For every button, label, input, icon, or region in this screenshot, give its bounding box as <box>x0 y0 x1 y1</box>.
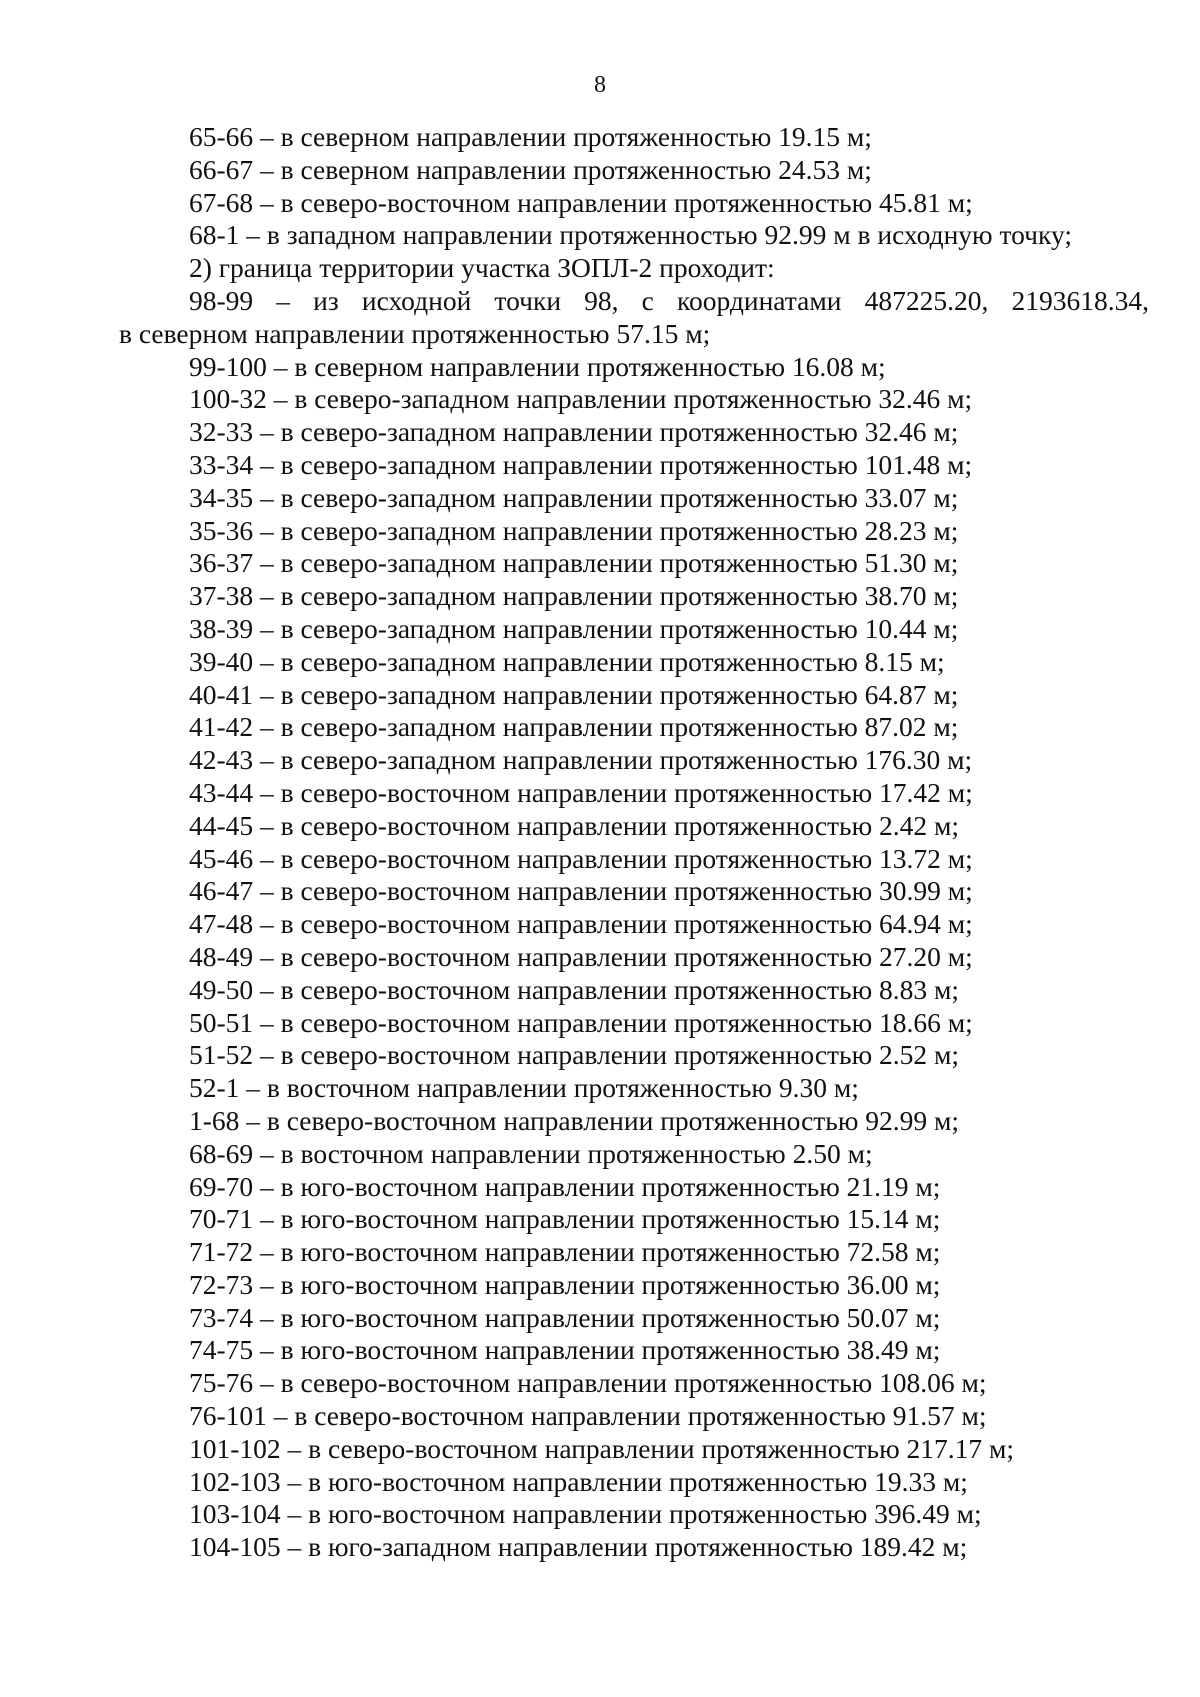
boundary-segment-line: 37-38 – в северо-западном направлении протяженностью 38.70 м; <box>189 580 959 612</box>
boundary-segment-line: 41-42 – в северо-западном направлении протяженностью 87.02 м; <box>189 711 959 743</box>
boundary-segment-line: 2) граница территории участка ЗОПЛ-2 проходит: <box>189 252 775 284</box>
boundary-segment-line: 98-99 – из исходной точки 98, с координатами 487225.20, 2193618.34, <box>189 284 1149 316</box>
boundary-segment-line: 99-100 – в северном направлении протяженностью 16.08 м; <box>189 350 886 382</box>
boundary-segment-line: 71-72 – в юго-восточном направлении протяженностью 72.58 м; <box>189 1236 941 1268</box>
boundary-segment-line: 36-37 – в северо-западном направлении протяженностью 51.30 м; <box>189 547 959 579</box>
boundary-segment-line: 46-47 – в северо-восточном направлении протяженностью 30.99 м; <box>189 875 973 907</box>
boundary-segment-line: 67-68 – в северо-восточном направлении протяженностью 45.81 м; <box>189 186 973 218</box>
page-number: 8 <box>594 72 606 98</box>
boundary-segment-line: 50-51 – в северо-восточном направлении протяженностью 18.66 м; <box>189 1006 973 1038</box>
boundary-segment-line: 70-71 – в юго-восточном направлении протяженностью 15.14 м; <box>189 1203 941 1235</box>
boundary-segment-line: 68-1 – в западном направлении протяженностью 92.99 м в исходную точку; <box>189 219 1072 251</box>
boundary-segment-line: 101-102 – в северо-восточном направлении протяженностью 217.17 м; <box>189 1432 1015 1464</box>
boundary-segment-line: 102-103 – в юго-восточном направлении протяженностью 19.33 м; <box>189 1465 968 1497</box>
boundary-segment-line: 43-44 – в северо-восточном направлении протяженностью 17.42 м; <box>189 776 973 808</box>
boundary-segment-line: 1-68 – в северо-восточном направлении протяженностью 92.99 м; <box>189 1104 960 1136</box>
boundary-segment-line: 39-40 – в северо-западном направлении протяженностью 8.15 м; <box>189 645 945 677</box>
boundary-segment-line: 69-70 – в юго-восточном направлении протяженностью 21.19 м; <box>189 1170 941 1202</box>
boundary-segment-line: 66-67 – в северном направлении протяженностью 24.53 м; <box>189 153 872 185</box>
boundary-segment-line: 104-105 – в юго-западном направлении протяженностью 189.42 м; <box>189 1531 968 1563</box>
boundary-segment-line: 34-35 – в северо-западном направлении протяженностью 33.07 м; <box>189 481 959 513</box>
boundary-segment-line: 76-101 – в северо-восточном направлении протяженностью 91.57 м; <box>189 1400 987 1432</box>
boundary-segment-line: 52-1 – в восточном направлении протяженностью 9.30 м; <box>189 1072 859 1104</box>
boundary-segment-line: 48-49 – в северо-восточном направлении протяженностью 27.20 м; <box>189 940 973 972</box>
boundary-description <box>119 121 1149 1564</box>
boundary-segment-line: 47-48 – в северо-восточном направлении протяженностью 64.94 м; <box>189 908 973 940</box>
boundary-segment-line: 100-32 – в северо-западном направлении протяженностью 32.46 м; <box>189 383 973 415</box>
boundary-segment-line: 44-45 – в северо-восточном направлении протяженностью 2.42 м; <box>189 809 960 841</box>
boundary-segment-line: в северном направлении протяженностью 57.15 м; <box>119 317 711 349</box>
boundary-segment-line: 65-66 – в северном направлении протяженностью 19.15 м; <box>189 121 872 152</box>
boundary-segment-line: 33-34 – в северо-западном направлении протяженностью 101.48 м; <box>189 448 973 480</box>
boundary-segment-line: 75-76 – в северо-восточном направлении протяженностью 108.06 м; <box>189 1367 987 1399</box>
boundary-segment-line: 35-36 – в северо-западном направлении протяженностью 28.23 м; <box>189 514 959 546</box>
boundary-segment-line: 51-52 – в северо-восточном направлении протяженностью 2.52 м; <box>189 1039 960 1071</box>
boundary-segment-line: 40-41 – в северо-западном направлении протяженностью 64.87 м; <box>189 678 959 710</box>
boundary-segment-line: 68-69 – в восточном направлении протяженностью 2.50 м; <box>189 1137 873 1169</box>
boundary-segment-line: 32-33 – в северо-западном направлении протяженностью 32.46 м; <box>189 416 959 448</box>
boundary-segment-line: 73-74 – в юго-восточном направлении протяженностью 50.07 м; <box>189 1301 941 1333</box>
boundary-segment-line: 72-73 – в юго-восточном направлении протяженностью 36.00 м; <box>189 1268 941 1300</box>
boundary-segment-line: 74-75 – в юго-восточном направлении протяженностью 38.49 м; <box>189 1334 941 1366</box>
boundary-segment-line: 38-39 – в северо-западном направлении протяженностью 10.44 м; <box>189 612 959 644</box>
boundary-segment-line: 45-46 – в северо-восточном направлении протяженностью 13.72 м; <box>189 842 973 874</box>
boundary-segment-line: 49-50 – в северо-восточном направлении протяженностью 8.83 м; <box>189 973 960 1005</box>
boundary-segment-line: 103-104 – в юго-восточном направлении протяженностью 396.49 м; <box>189 1498 982 1530</box>
boundary-segment-line: 42-43 – в северо-западном направлении протяженностью 176.30 м; <box>189 744 973 776</box>
